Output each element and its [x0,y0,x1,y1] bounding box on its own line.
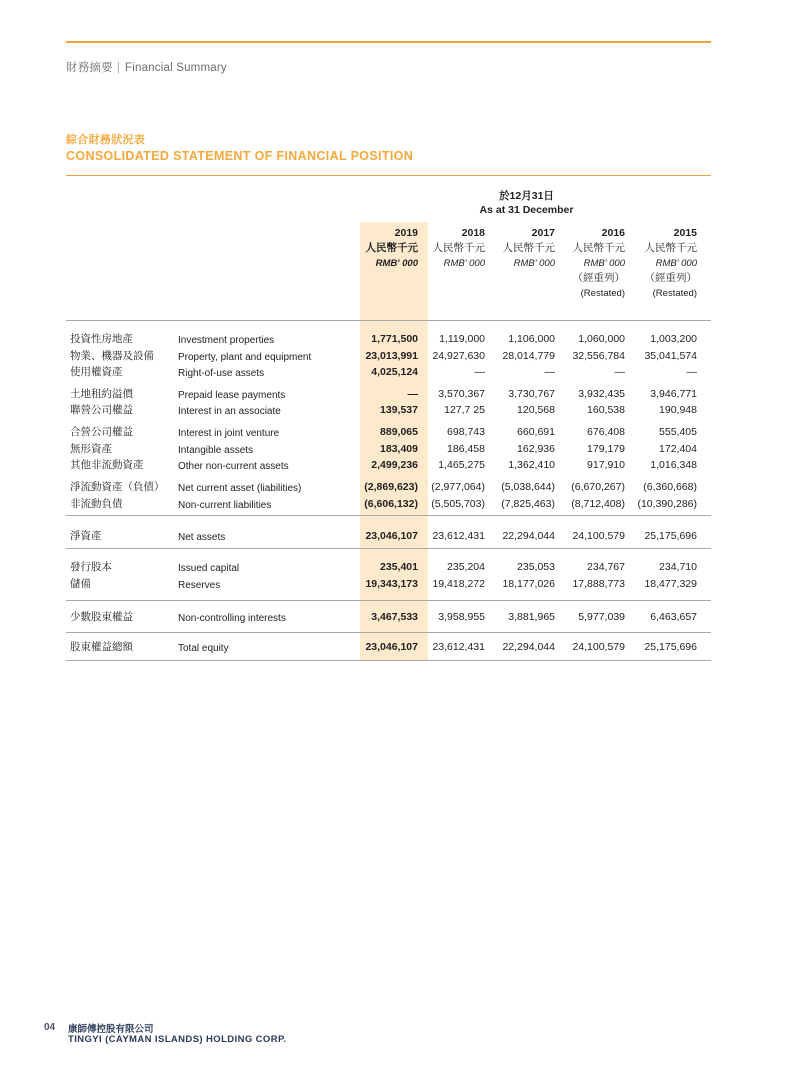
table-cell: 3,467,533 [371,611,418,623]
column-year-2018: 2018 [461,227,485,239]
table-cell: 2,499,236 [371,459,418,471]
row-label-en: Property, plant and equipment [178,352,312,363]
table-cell: — [614,366,625,378]
column-header-2015 [602,226,697,301]
row-label-cn: 無形資產 [70,443,112,455]
table-cell: 186,458 [447,443,485,455]
table-cell: 25,175,696 [644,530,697,542]
column-year-2016: 2016 [601,227,625,239]
table-cell: (8,712,408) [571,498,625,510]
table-cell: 160,538 [587,404,625,416]
table-cell: 1,106,000 [508,333,555,345]
row-label-en: Other non-current assets [178,461,289,472]
table-cell: 172,404 [659,443,697,455]
table-cell: 1,003,200 [650,333,697,345]
table-cell: 28,014,779 [502,350,555,362]
table-cell: 235,401 [380,561,418,573]
table-cell: 25,175,696 [644,641,697,653]
table-cell: 698,743 [447,426,485,438]
running-head-separator: | [116,62,120,74]
table-cell: 1,771,500 [371,333,418,345]
date-header-en: As at 31 December [479,204,574,216]
column-currency-en-2019: RMB' 000 [375,258,418,269]
table-cell: 23,013,991 [365,350,418,362]
table-cell: (10,390,286) [637,498,697,510]
table-cell: 6,463,657 [650,611,697,623]
table-cell: 183,409 [380,443,418,455]
row-label-en: Interest in joint venture [178,428,280,439]
column-currency-cn-2019: 人民幣千元 [365,242,418,254]
table-cell: 24,100,579 [572,641,625,653]
table-cell: 190,948 [659,404,697,416]
table-cell: — [407,388,418,400]
table-cell: 18,177,026 [502,578,555,590]
table-cell: 23,612,431 [432,530,485,542]
table-cell: 19,418,272 [432,578,485,590]
row-label-en: Net current asset (liabilities) [178,483,302,494]
table-cell: 3,932,435 [578,388,625,400]
table-cell: 889,065 [380,426,418,438]
running-head-cn: 財務摘要 [66,62,113,74]
row-label-cn: 使用權資產 [70,366,123,378]
footer-page-number: 04 [44,1022,56,1033]
section-heading-en: CONSOLIDATED STATEMENT OF FINANCIAL POSITION [66,149,414,163]
table-rule-below-net-assets [66,548,711,549]
table-cell: (5,505,703) [431,498,485,510]
table-cell: 1,119,000 [439,333,485,345]
row-label-cn: 股東權益總額 [70,641,133,653]
row-label-en: Right-of-use assets [178,368,265,379]
table-cell: 18,477,329 [644,578,697,590]
row-label-cn: 合營公司權益 [70,426,133,438]
column-restated-cn-2015: （經重列） [644,272,697,284]
table-cell: 234,710 [659,561,697,573]
footer-company-en: TINGYI (CAYMAN ISLANDS) HOLDING CORP. [68,1034,287,1045]
row-label-en: Non-current liabilities [178,500,272,511]
table-cell: (6,606,132) [364,498,418,510]
row-label-en: Investment properties [178,335,275,346]
column-restated-en-2016: (Restated) [580,288,625,299]
row-label-en: Total equity [178,643,229,654]
column-currency-cn-2016: 人民幣千元 [572,242,625,254]
row-label-cn: 聯營公司權益 [70,404,133,416]
table-cell: 1,362,410 [508,459,555,471]
table-cell: (7,825,463) [501,498,555,510]
column-currency-en-2017: RMB' 000 [513,258,555,269]
table-cell: 1,016,348 [650,459,697,471]
table-cell: — [544,366,555,378]
table-rule-above-net-assets [66,515,711,516]
table-rule-bottom [66,660,711,661]
table-cell: 120,568 [517,404,555,416]
row-label-en: Net assets [178,532,226,543]
table-cell: (6,360,668) [643,481,697,493]
row-label-en: Reserves [178,580,221,591]
row-label-en: Prepaid lease payments [178,390,286,401]
row-label-cn: 發行股本 [70,561,112,573]
table-cell: 179,179 [587,443,625,455]
row-label-en: Interest in an associate [178,406,281,417]
table-cell: (5,038,644) [501,481,555,493]
table-cell: 234,767 [587,561,625,573]
column-year-2017: 2017 [531,227,555,239]
table-cell: 3,881,965 [508,611,555,623]
column-currency-cn-2017: 人民幣千元 [502,242,555,254]
column-currency-en-2015: RMB' 000 [655,258,697,269]
table-cell: 23,046,107 [365,530,418,542]
column-currency-en-2016: RMB' 000 [583,258,625,269]
table-rule-below-nci [66,632,711,633]
row-label-en: Non-controlling interests [178,613,286,624]
table-cell: 23,046,107 [365,641,418,653]
table-cell: 555,405 [659,426,697,438]
table-cell: 3,958,955 [438,611,485,623]
row-label-cn: 少數股東權益 [70,611,133,623]
table-cell: 660,691 [517,426,555,438]
row-label-cn: 投資性房地產 [70,333,133,345]
table-cell: (2,869,623) [364,481,418,493]
table-cell: 3,730,767 [508,388,555,400]
table-cell: 162,936 [517,443,555,455]
table-cell: 24,927,630 [432,350,485,362]
section-heading-cn: 綜合財務狀況表 [66,134,146,146]
table-cell: 235,053 [517,561,555,573]
table-cell: 127,7 25 [444,404,485,416]
table-cell: 3,946,771 [650,388,697,400]
row-label-cn: 土地租約溢價 [70,388,133,400]
table-rule-above-nci [66,600,711,601]
table-cell: 32,556,784 [572,350,625,362]
row-label-cn: 非流動負債 [70,498,123,510]
table-cell: 22,294,044 [502,530,555,542]
table-cell: 235,204 [447,561,485,573]
date-header-cn: 於12月31日 [499,190,554,202]
table-cell: 17,888,773 [572,578,625,590]
column-currency-cn-2015: 人民幣千元 [644,242,697,254]
table-cell: (6,670,267) [571,481,625,493]
table-cell: 917,910 [587,459,625,471]
row-label-cn: 淨資產 [70,530,102,542]
running-head-en: Financial Summary [125,62,227,74]
table-cell: (2,977,064) [431,481,485,493]
table-cell: 24,100,579 [572,530,625,542]
table-cell: 1,465,275 [438,459,485,471]
table-cell: 5,977,039 [578,611,625,623]
table-cell: 3,570,367 [438,388,485,400]
table-rule-header-bottom [66,320,711,321]
footer-company-cn: 康師傅控股有限公司 [68,1024,154,1035]
table-cell: — [474,366,485,378]
table-cell: 19,343,173 [365,578,418,590]
column-year-2015: 2015 [673,227,697,239]
row-label-en: Intangible assets [178,445,254,456]
table-cell: 35,041,574 [644,350,697,362]
table-cell: 23,612,431 [432,641,485,653]
table-cell: 4,025,124 [371,366,418,378]
row-label-cn: 儲備 [70,578,91,590]
row-label-en: Issued capital [178,563,240,574]
column-restated-cn-2016: （經重列） [572,272,625,284]
table-cell: 22,294,044 [502,641,555,653]
table-cell: 676,408 [587,426,625,438]
table-cell: 1,060,000 [578,333,625,345]
row-label-cn: 物業、機器及設備 [70,350,154,362]
column-currency-en-2018: RMB' 000 [443,258,485,269]
column-currency-cn-2018: 人民幣千元 [432,242,485,254]
table-cell: 139,537 [380,404,418,416]
table-cell: — [686,366,697,378]
column-year-2019: 2019 [394,227,418,239]
row-label-cn: 淨流動資產（負債） [70,481,165,493]
row-label-cn: 其他非流動資產 [70,459,144,471]
column-restated-en-2015: (Restated) [652,288,697,299]
